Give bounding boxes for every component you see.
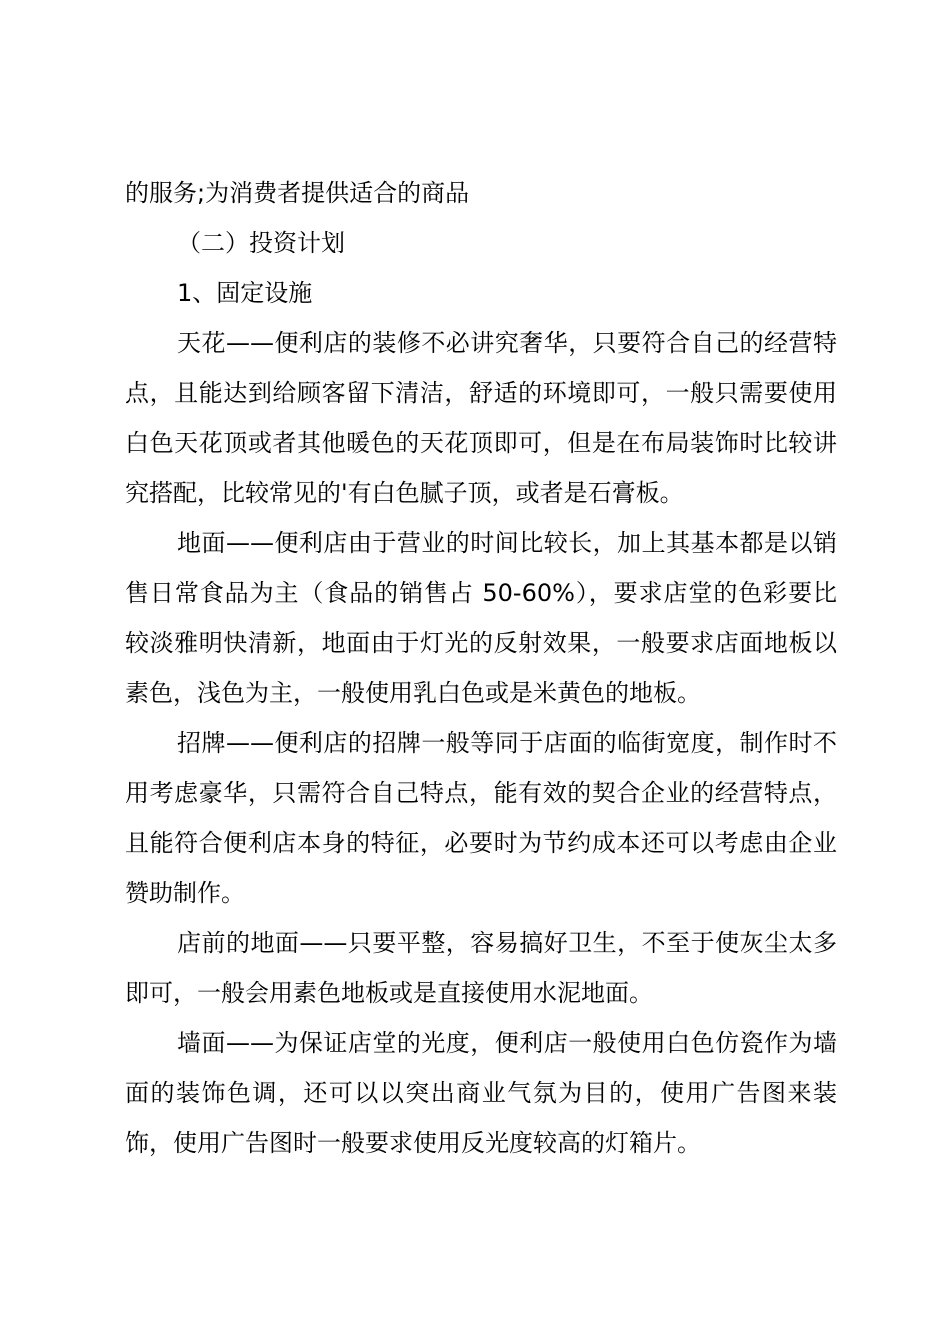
paragraph-ceiling: 天花——便利店的装修不必讲究奢华，只要符合自己的经营特点，且能达到给顾客留下清洁，舒适的环境即可，一般只需要使用白色天花顶或者其他暖色的天花顶即可，但是在布局装饰时比较讲究搭配，比较常见的'有白色腻子顶，或者是石膏板。: [125, 329, 837, 507]
continuation-line: 的服务;为消费者提供适合的商品: [125, 179, 470, 207]
paragraph-floor: 地面——便利店由于营业的时间比较长，加上其基本都是以销售日常食品为主（食品的销售占 50-60%），要求店堂的色彩要比较淡雅明快清新，地面由于灯光的反射效果，一般要求店面地板以素色，浅色为主，一般使用乳白色或是米黄色的地板。: [125, 529, 837, 707]
section-heading: （二）投资计划: [177, 229, 345, 257]
document-body: [125, 168, 837, 1168]
paragraph-wall: 墙面——为保证店堂的光度，便利店一般使用白色仿瓷作为墙面的装饰色调，还可以以突出商业气氛为目的，使用广告图来装饰，使用广告图时一般要求使用反光度较高的灯箱片。: [125, 1029, 837, 1157]
subsection-heading: 1、固定设施: [177, 279, 313, 307]
paragraph-signboard: 招牌——便利店的招牌一般等同于店面的临街宽度，制作时不用考虑豪华，只需符合自己特点，能有效的契合企业的经营特点，且能符合便利店本身的特征，必要时为节约成本还可以考虑由企业赞助制作。: [125, 729, 837, 907]
paragraph-storefront-ground: 店前的地面——只要平整，容易搞好卫生，不至于使灰尘太多即可，一般会用素色地板或是直接使用水泥地面。: [125, 929, 837, 1007]
